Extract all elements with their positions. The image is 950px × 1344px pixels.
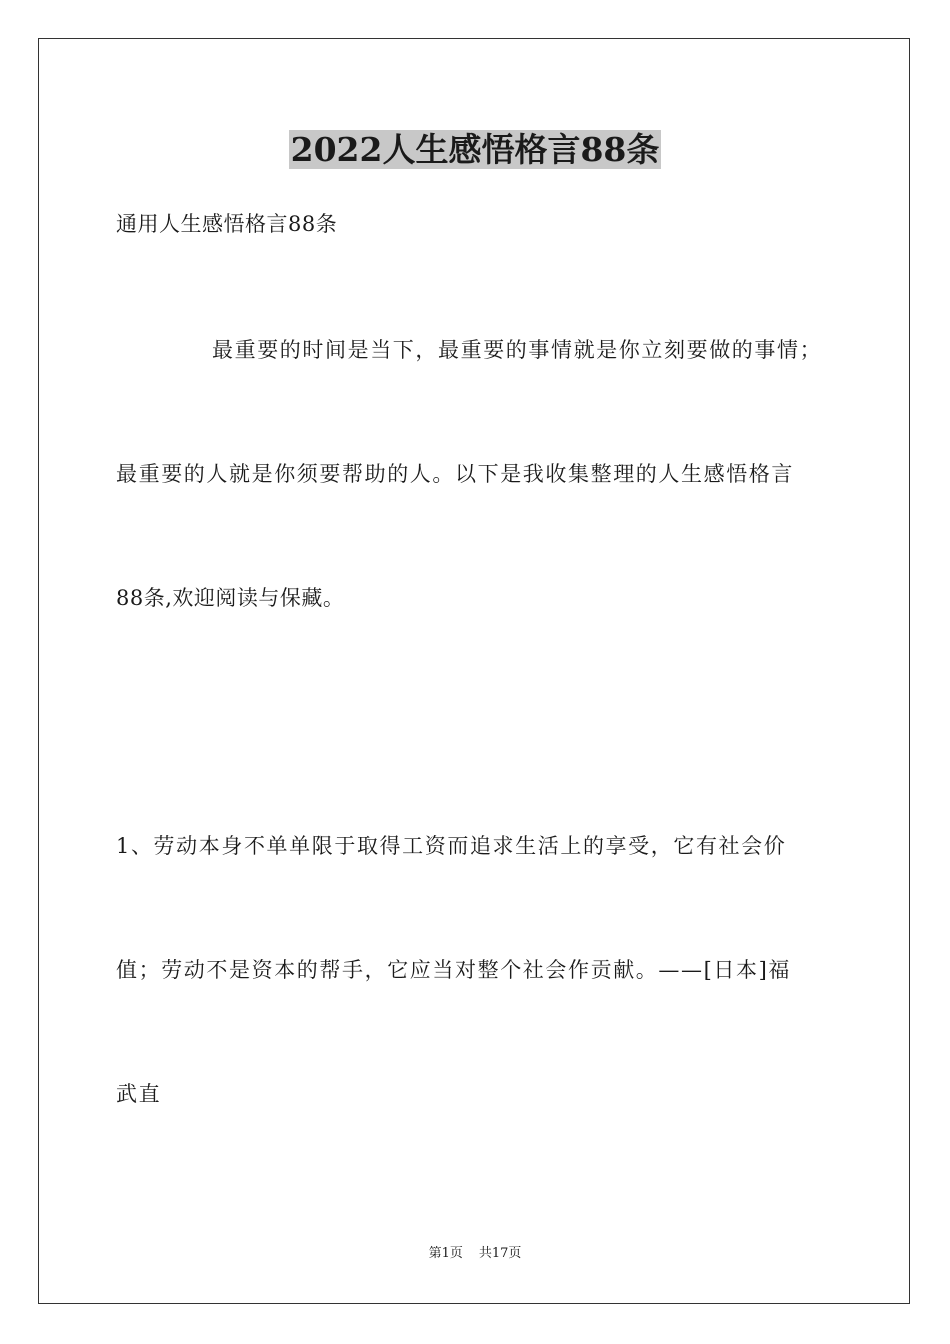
page-number-total: 共17页 [478,1246,522,1261]
document-title [0,126,950,174]
paragraph-line-5: 值；劳动不是资本的帮手，它应当对整个社会作贡献。——[日本]福 [116,958,791,982]
paragraph-line-6: 武直 [116,1082,162,1106]
paragraph-line-4: 1、劳动本身不单单限于取得工资而追求生活上的享受，它有社会价 [116,834,787,858]
paragraph-line-3: 88条,欢迎阅读与保藏。 [116,586,345,610]
paragraph-line-1: 最重要的时间是当下，最重要的事情就是你立刻要做的事情； [212,338,823,362]
document-subtitle: 通用人生感悟格言88条 [116,212,338,236]
document-title-text: 2022人生感悟格言88条 [290,130,660,169]
paragraph-line-2: 最重要的人就是你须要帮助的人。以下是我收集整理的人生感悟格言 [116,462,794,486]
page-footer [0,1244,950,1264]
page-number-current: 第1页 [428,1246,463,1261]
